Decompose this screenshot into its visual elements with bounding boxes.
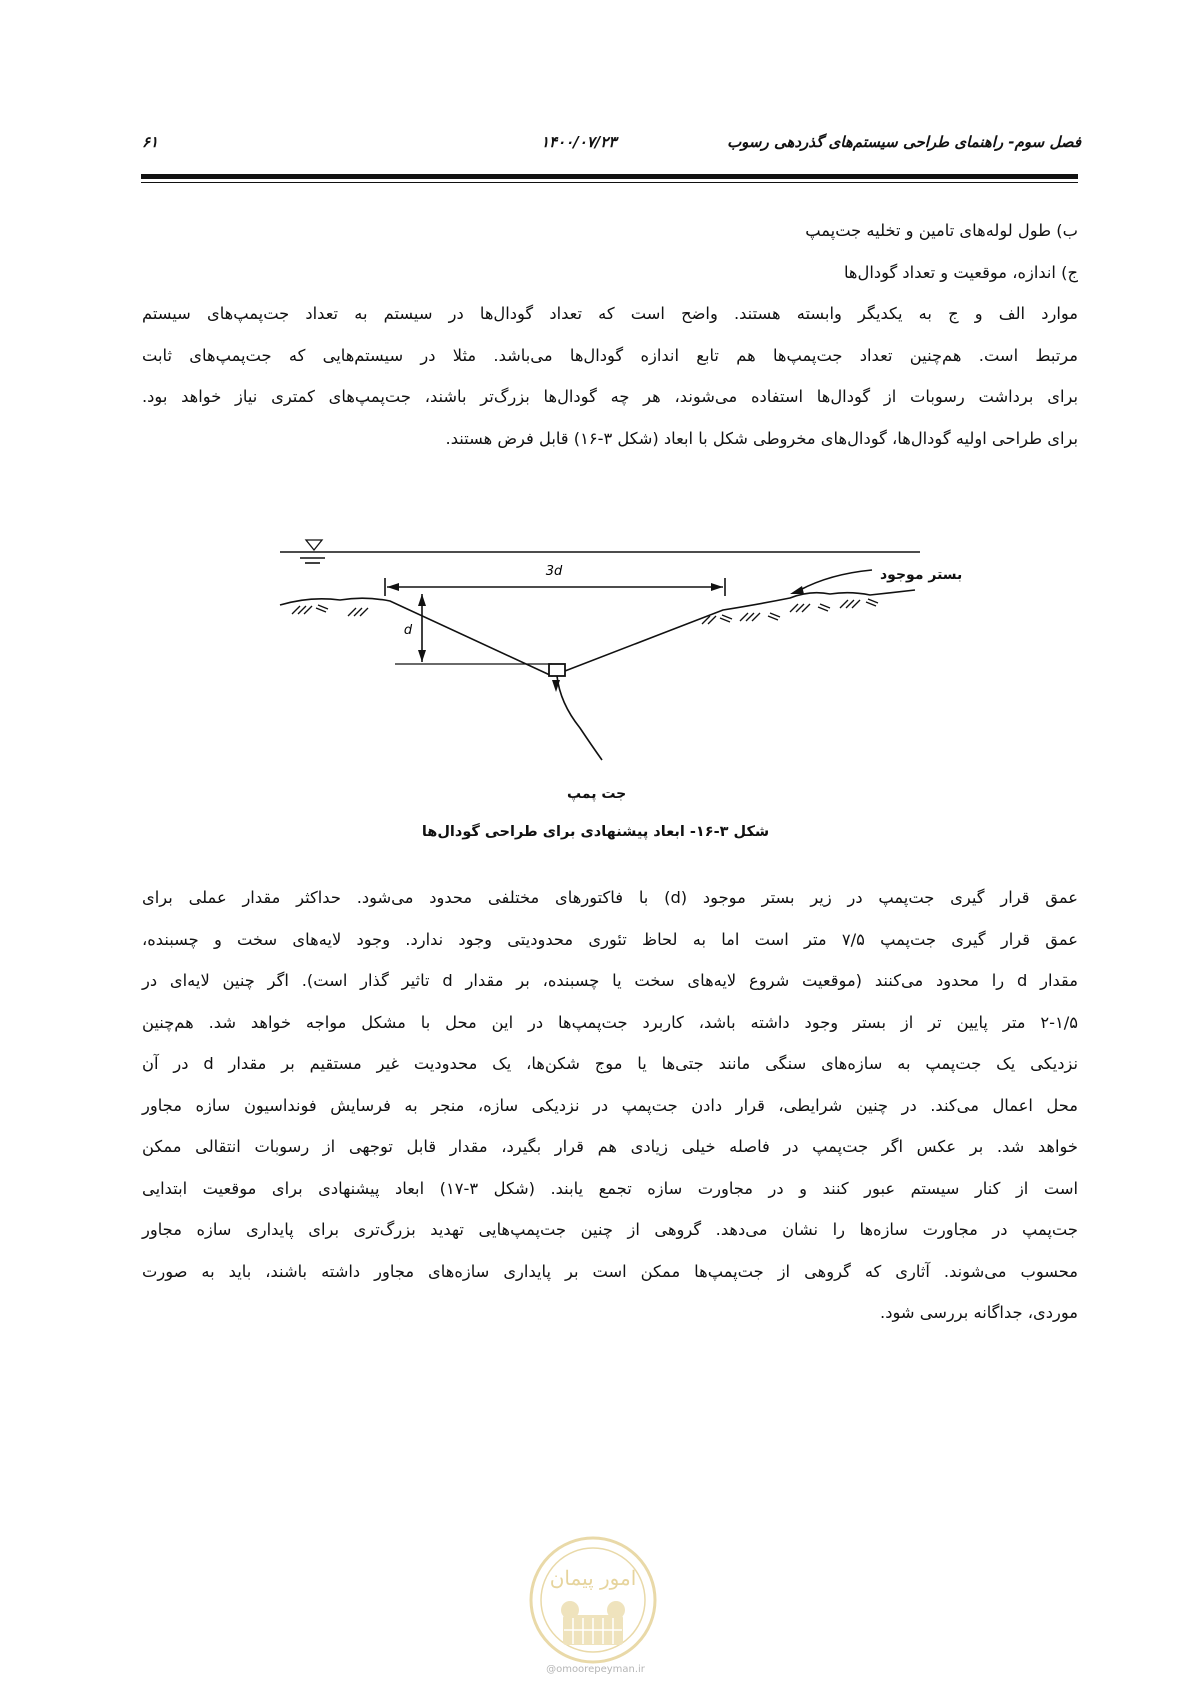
paragraph-line: موارد الف و ج به یکدیگر وابسته هستند. واضح است که تعداد گودال‌ها در سیستم به تعداد جت‌پمپ‌های سیستم xyxy=(142,304,1078,323)
figure-caption: شکل ۳-۱۶- ابعاد پیشنهادی برای طراحی گودال‌ها xyxy=(421,824,770,840)
jet-pump-leader xyxy=(557,676,602,760)
ground-profile xyxy=(280,590,915,676)
top-paragraph xyxy=(142,210,1078,459)
bed-leader xyxy=(800,570,872,590)
label-3d: 3d xyxy=(545,564,563,579)
label-existing-bed: بستر موجود xyxy=(880,567,963,583)
jet-pump-box xyxy=(549,664,565,676)
paragraph-line: موردی، جداگانه بررسی شود. xyxy=(880,1303,1078,1322)
chapter-title: فصل سوم- راهنمای طراحی سیستم‌های گذردهی رسوب xyxy=(727,133,1081,151)
list-item-b: ب) طول لوله‌های تامین و تخلیه جت‌پمپ xyxy=(805,221,1078,240)
watermark-handle: @omoorepeyman.ir xyxy=(546,1664,645,1675)
header-rule-thick xyxy=(141,174,1078,179)
paragraph-line: عمق قرار گیری جت‌پمپ ۷/۵ متر است اما به لحاظ تئوری محدودیتی وجود ندارد. وجود لایه‌های سخت و چسبنده، xyxy=(142,929,1078,949)
paragraph-line: ۲-۱/۵ متر پایین تر از بستر وجود داشته باشد، کاربرد جت‌پمپ‌ها در این محل با مشکل مواجه خواهد شد. هم‌چنین xyxy=(142,1012,1078,1032)
header-rule-thin xyxy=(141,182,1078,183)
header-date: ۱۴۰۰/۰۷/۲۳ xyxy=(541,133,617,151)
paragraph-line: است از کنار سیستم عبور کنند و در مجاورت سازه تجمع یابند. (شکل ۳-۱۷) ابعاد پیشنهادی برای موقعیت ابتدایی xyxy=(142,1178,1078,1198)
paragraph-line: مرتبط است. هم‌چنین تعداد جت‌پمپ‌ها هم تابع اندازه گودال‌ها می‌باشد. مثلا در سیستم‌هایی که جت‌پمپ‌های ثابت xyxy=(142,345,1078,365)
pit-diagram xyxy=(270,528,950,813)
paragraph-line: برای طراحی اولیه گودال‌ها، گودال‌های مخروطی شکل با ابعاد (شکل ۳-۱۶) قابل فرض هستند. xyxy=(445,428,1078,448)
water-level-icon xyxy=(306,540,322,550)
paragraph-line: مقدار d را محدود می‌کنند (موقعیت شروع لایه‌های سخت یا چسبنده، بر مقدار d تاثیر گذار است). اگر چنین لایه‌ای در xyxy=(142,971,1078,990)
paragraph-line: محل اعمال می‌کند. در چنین شرایطی، قرار دادن جت‌پمپ در نزدیکی سازه، منجر به فرسایش فونداسیون سازه مجاور xyxy=(142,1095,1078,1115)
bottom-paragraph xyxy=(142,877,1078,1334)
paragraph-line: جت‌پمپ در مجاورت سازه‌ها را نشان می‌دهد. گروهی از چنین جت‌پمپ‌هایی تهدید بزرگ‌تری برای پایداری سازه مجاور xyxy=(142,1220,1078,1239)
paragraph-line: نزدیکی یک جت‌پمپ به سازه‌های سنگی مانند جتی‌ها یا موج شکن‌ها، یک محدودیت غیر مستقیم بر مقدار d در آن xyxy=(142,1054,1078,1073)
paragraph-line: محسوب می‌شوند. آثاری که گروهی از جت‌پمپ‌ها ممکن است بر پایداری سازه‌های مجاور داشته باشند، باید به صورت xyxy=(142,1261,1078,1281)
list-item-c: ج) اندازه، موقعیت و تعداد گودال‌ها xyxy=(843,262,1078,282)
pit-dimensions-figure xyxy=(270,528,963,813)
label-d: d xyxy=(403,623,413,638)
watermark-logo-text: امور پیمان xyxy=(549,1566,637,1590)
page-number: ۶۱ xyxy=(142,133,159,151)
label-jet-pump: جت پمپ xyxy=(567,786,627,802)
paragraph-line: برای برداشت رسوبات از گودال‌ها استفاده می‌شوند، هر چه گودال‌ها بزرگ‌تر باشند، جت‌پمپ‌های کمتری نیاز خواهد بود. xyxy=(142,387,1078,406)
watermark-logo xyxy=(518,1530,668,1680)
paragraph-line: خواهد شد. بر عکس اگر جت‌پمپ در فاصله خیلی زیادی هم قرار بگیرد، مقدار قابل توجهی از رسوبات انتقالی ممکن xyxy=(142,1137,1078,1156)
paragraph-line: عمق قرار گیری جت‌پمپ در زیر بستر موجود (d) با فاکتورهای مختلفی محدود می‌شود. حداکثر مقدار عملی برای xyxy=(142,888,1078,907)
